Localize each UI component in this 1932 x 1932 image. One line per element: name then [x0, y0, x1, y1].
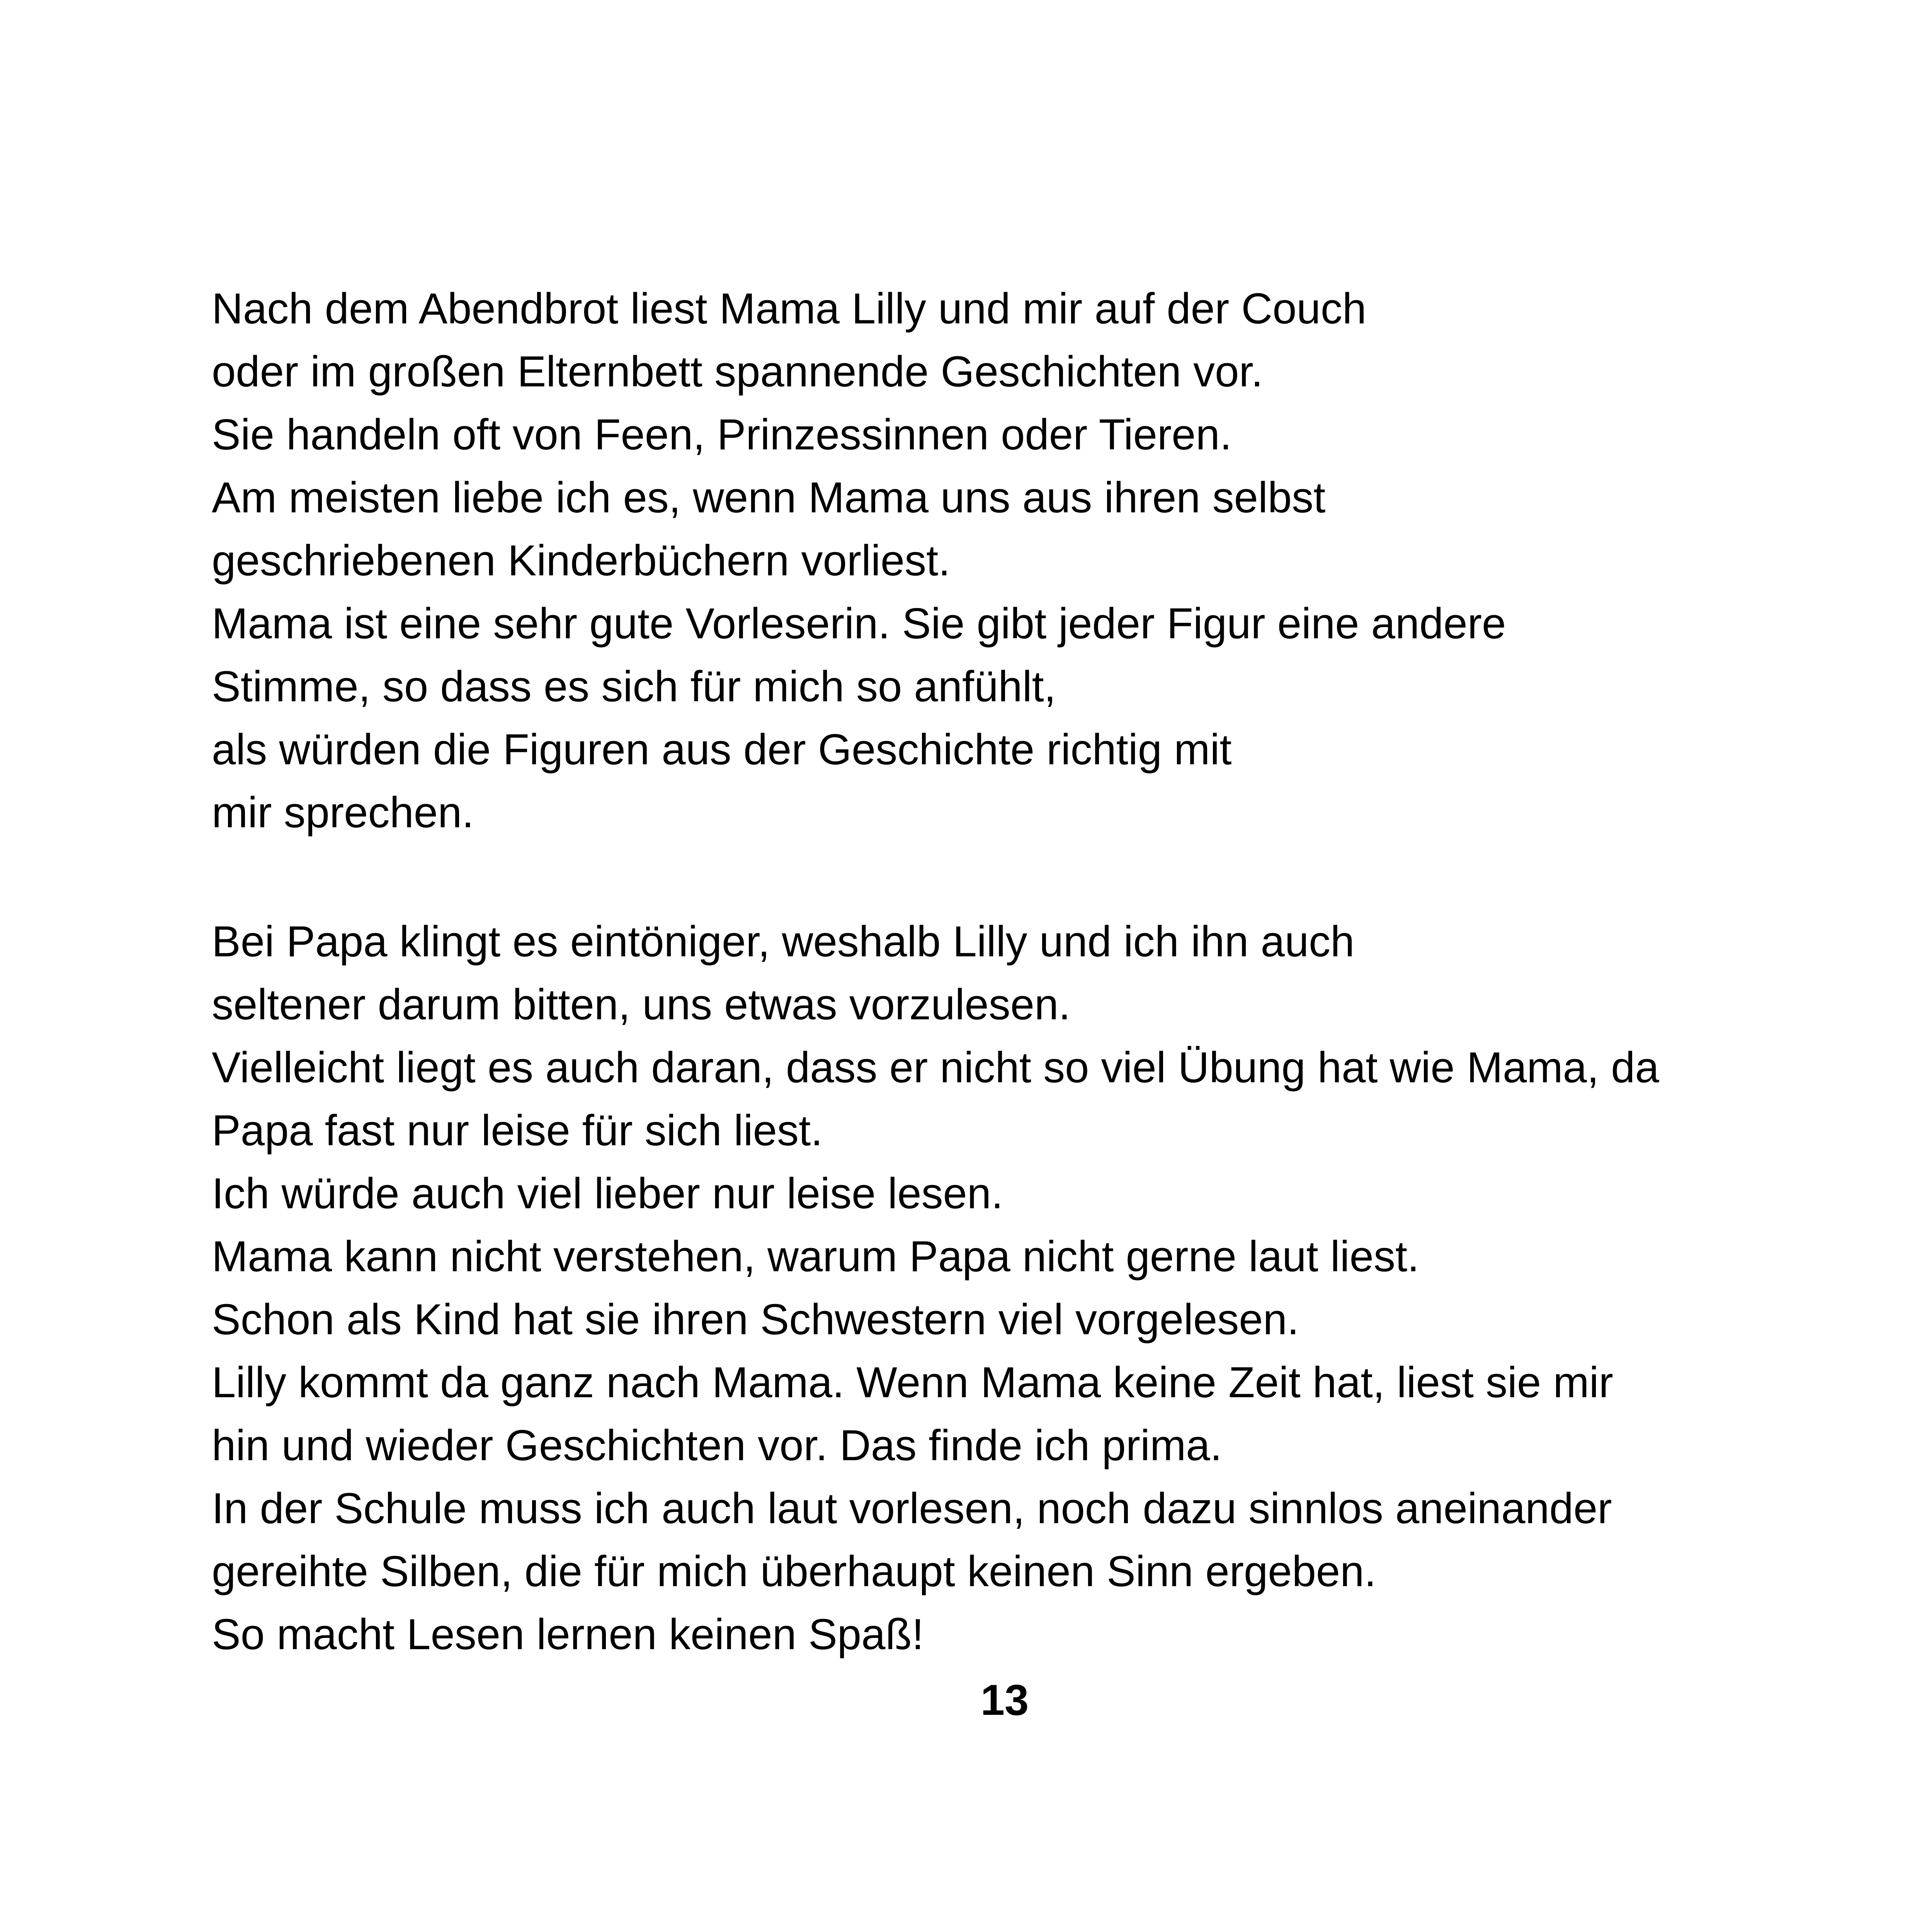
text-line: geschriebenen Kinderbüchern vorliest. — [212, 536, 951, 585]
text-line: Papa fast nur leise für sich liest. — [212, 1106, 823, 1155]
text-line: Nach dem Abendbrot liest Mama Lilly und mir auf der Couch — [212, 284, 1367, 333]
text-line: Mama kann nicht verstehen, warum Papa nicht gerne laut liest. — [212, 1232, 1420, 1281]
text-line: seltener darum bitten, uns etwas vorzulesen. — [212, 980, 1071, 1029]
text-line: Schon als Kind hat sie ihren Schwestern viel vorgelesen. — [212, 1295, 1299, 1344]
text-line: hin und wieder Geschichten vor. Das finde ich prima. — [212, 1421, 1222, 1469]
text-line: Bei Papa klingt es eintöniger, weshalb Lilly und ich ihn auch — [212, 917, 1355, 966]
text-line: So macht Lesen lernen keinen Spaß! — [212, 1610, 924, 1658]
text-line: als würden die Figuren aus der Geschichte richtig mit — [212, 725, 1232, 774]
paragraph-1 — [212, 277, 1873, 844]
text-line: Stimme, so dass es sich für mich so anfühlt, — [212, 662, 1056, 711]
text-line: Am meisten liebe ich es, wenn Mama uns aus ihren selbst — [212, 473, 1326, 522]
text-line: Sie handeln oft von Feen, Prinzessinnen oder Tieren. — [212, 410, 1232, 459]
text-line: In der Schule muss ich auch laut vorlesen, noch dazu sinnlos aneinander — [212, 1484, 1612, 1532]
text-line: oder im großen Elternbett spannende Geschichten vor. — [212, 347, 1263, 396]
text-line: Mama ist eine sehr gute Vorleserin. Sie gibt jeder Figur eine andere — [212, 599, 1506, 648]
page-number: 13 — [980, 1676, 1029, 1724]
text-line: gereihte Silben, die für mich überhaupt keinen Sinn ergeben. — [212, 1547, 1376, 1595]
text-line: Vielleicht liegt es auch daran, dass er nicht so viel Übung hat wie Mama, da — [212, 1043, 1659, 1092]
text-line: mir sprechen. — [212, 788, 474, 837]
text-line: Lilly kommt da ganz nach Mama. Wenn Mama keine Zeit hat, liest sie mir — [212, 1358, 1613, 1406]
text-line: Ich würde auch viel lieber nur leise lesen. — [212, 1169, 1003, 1218]
paragraph-2 — [212, 910, 1873, 1666]
